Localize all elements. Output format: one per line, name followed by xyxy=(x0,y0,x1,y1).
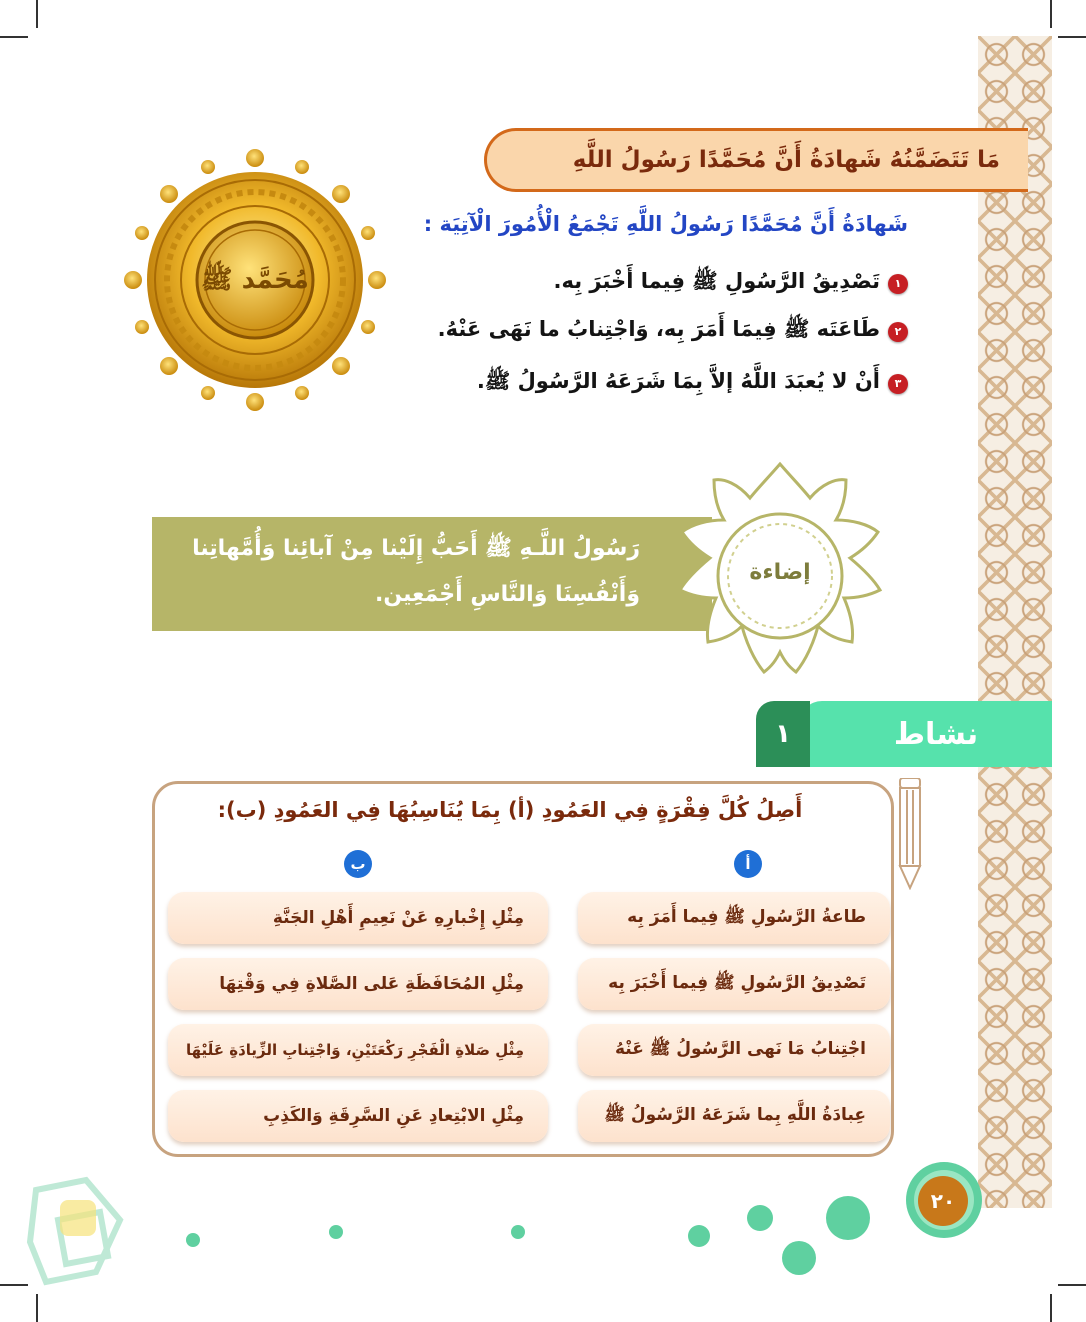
highlight-label: إضاءة xyxy=(749,560,811,585)
pencil-icon xyxy=(896,778,924,890)
decorative-pattern-strip xyxy=(978,36,1052,1208)
activity-instruction: أَصِلُ كُلَّ فِقْرَةٍ فِي العَمُودِ (أ) بِمَا يُنَاسِبُهَا فِي العَمُودِ (ب): xyxy=(217,798,803,822)
crop-mark xyxy=(36,0,38,28)
lead-line: شَهادَةُ أَنَّ مُحَمَّدًا رَسُولُ اللَّهِ تَجْمَعُ الْأُمُورَ الْآتِيَة : xyxy=(423,212,908,236)
point-number-badge: ٢ xyxy=(888,322,908,342)
point-item xyxy=(348,316,908,347)
column-b-label: ب xyxy=(350,855,366,873)
highlight-line: رَسُولُ اللَّـهِ ﷺ أَحَبُّ إِلَيْنا مِنْ آبائِنا وَأُمَّهاتِنا xyxy=(192,536,640,561)
point-text: تَصْدِيقُ الرَّسُولِ ﷺ فِيما أَخْبَرَ بِه. xyxy=(553,269,880,293)
crop-mark xyxy=(1050,0,1052,28)
column-b-badge xyxy=(344,850,372,878)
column-b-item[interactable]: مِثْلِ الابْتِعادِ عَنِ السَّرِقَةِ وَالكَذِبِ xyxy=(168,1090,548,1142)
column-b-item[interactable]: مِثْلِ المُحَافَظَةِ عَلى الصَّلاةِ فِي وَقْتِهَا xyxy=(168,958,548,1010)
green-dots xyxy=(186,1162,982,1275)
section-title-banner xyxy=(484,128,1028,192)
column-a-item[interactable]: عِبادَةُ اللَّهِ بِما شَرَعَهُ الرَّسُولُ ﷺ xyxy=(578,1090,890,1142)
point-item xyxy=(348,268,908,299)
point-number-badge: ٣ xyxy=(888,374,908,394)
column-a-item[interactable]: اجْتِنابُ مَا نَهى الرَّسُولُ ﷺ عَنْهُ xyxy=(578,1024,890,1076)
column-b-item[interactable]: مِثْلِ صَلاةِ الْفَجْرِ رَكْعَتَيْنِ، وَاجْتِنابِ الزِّيادَةِ عَلَيْهَا xyxy=(168,1024,548,1076)
activity-tab xyxy=(800,701,1052,767)
column-a-badge xyxy=(734,850,762,878)
activity-label: نشاط xyxy=(893,716,979,752)
point-item xyxy=(348,368,908,399)
point-text: أَنْ لا يُعبَدَ اللَّهُ إلاَّ بِمَا شَرَعَهُ الرَّسُولُ ﷺ. xyxy=(476,369,880,393)
yellow-ornament xyxy=(60,1200,96,1236)
medallion-calligraphy: مُحَمَّد ﷺ xyxy=(201,265,309,295)
column-a-item[interactable]: طاعةُ الرَّسُولِ ﷺ فِيما أَمَرَ بِه xyxy=(578,892,890,944)
activity-number-badge xyxy=(756,701,810,767)
crop-mark xyxy=(1058,36,1086,38)
column-a-item[interactable]: تَصْدِيقُ الرَّسُولِ ﷺ فِيما أَخْبَرَ بِه xyxy=(578,958,890,1010)
highlight-line: وَأَنْفُسِنَا وَالنَّاسِ أَجْمَعِين. xyxy=(374,582,640,607)
activity-number: ١ xyxy=(775,719,791,749)
point-number-badge: ١ xyxy=(888,274,908,294)
highlight-text xyxy=(170,526,640,618)
crop-mark xyxy=(0,36,28,38)
column-b-item[interactable]: مِثْلِ إِخْبارِهِ عَنْ نَعِيمِ أَهْلِ الجَنَّةِ xyxy=(168,892,548,944)
column-a-label: أ xyxy=(745,855,751,873)
section-title: مَا تَتَضَمَّنُهُ شَهادَةُ أَنَّ مُحَمَّدًا رَسُولُ اللَّهِ xyxy=(572,147,1000,173)
page-number: ٢٠ xyxy=(918,1176,968,1226)
point-text: طَاعَتَه ﷺ فِيمَا أَمَرَ بِه، وَاجْتِنابُ ما نَهَى عَنْهُ. xyxy=(437,317,880,341)
